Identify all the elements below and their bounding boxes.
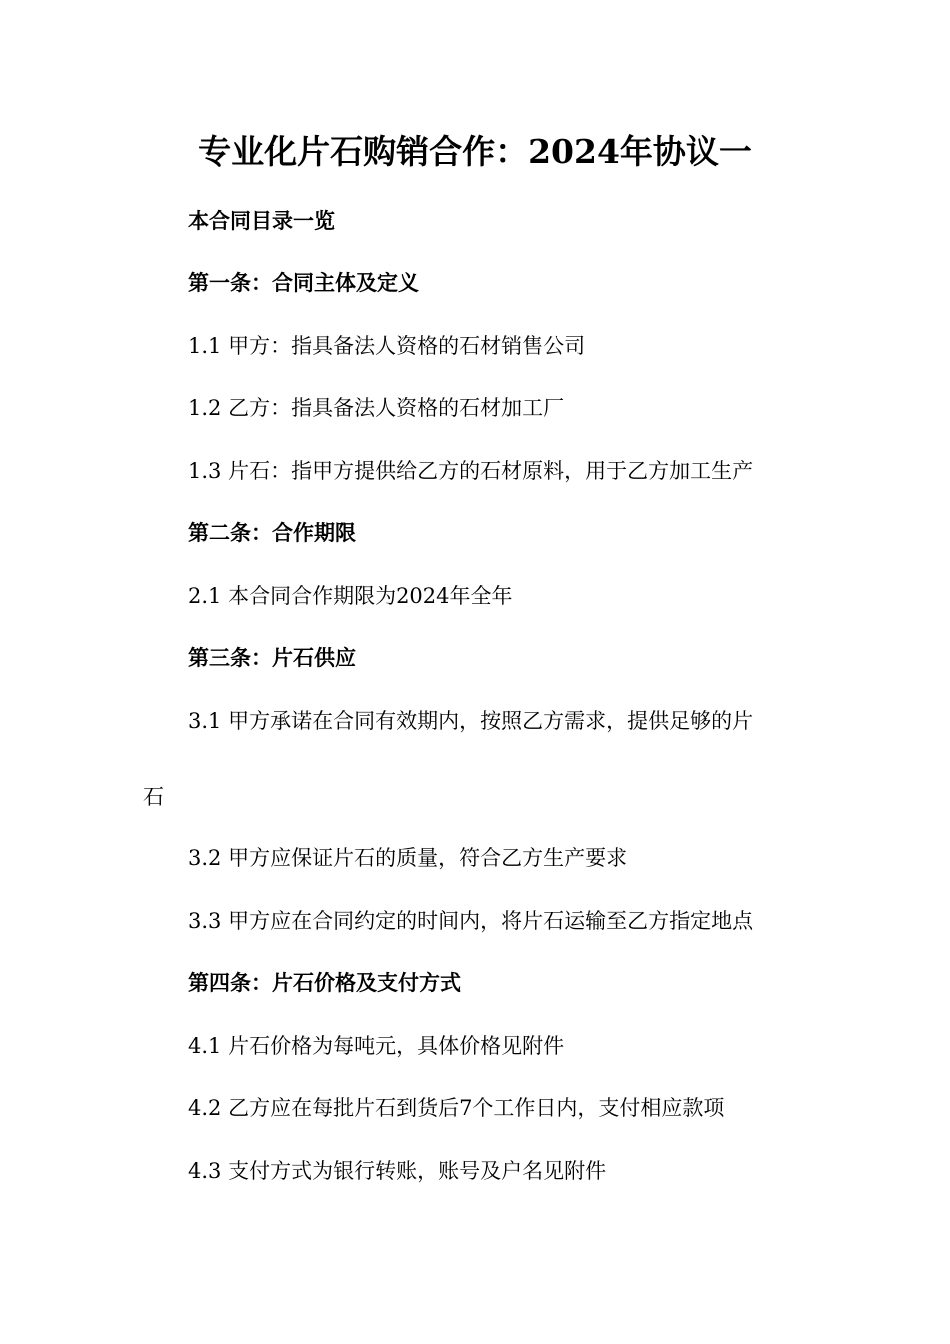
clause-2-1: 2.1 本合同合作期限为2024年全年 [188,584,513,608]
clause-3-1-continuation: 石 [143,785,164,809]
toc-heading: 本合同目录一览 [188,208,335,233]
clause-3-1: 3.1 甲方承诺在合同有效期内，按照乙方需求，提供足够的片 [188,709,754,733]
clause-1-2: 1.2 乙方：指具备法人资格的石材加工厂 [188,396,565,420]
clause-3-2: 3.2 甲方应保证片石的质量，符合乙方生产要求 [188,846,628,870]
document-title: 专业化片石购销合作：2024年协议一 [198,132,752,171]
section-heading-1: 第一条：合同主体及定义 [188,270,419,295]
clause-1-1: 1.1 甲方：指具备法人资格的石材销售公司 [188,334,586,358]
clause-4-2: 4.2 乙方应在每批片石到货后7个工作日内，支付相应款项 [188,1096,725,1120]
clause-3-3: 3.3 甲方应在合同约定的时间内，将片石运输至乙方指定地点 [188,909,754,933]
section-heading-2: 第二条：合作期限 [188,520,356,545]
clause-4-1: 4.1 片石价格为每吨元，具体价格见附件 [188,1034,565,1058]
clause-1-3: 1.3 片石：指甲方提供给乙方的石材原料，用于乙方加工生产 [188,459,754,483]
clause-4-3: 4.3 支付方式为银行转账，账号及户名见附件 [188,1159,607,1183]
section-heading-4: 第四条：片石价格及支付方式 [188,970,461,995]
section-heading-3: 第三条：片石供应 [188,645,356,670]
